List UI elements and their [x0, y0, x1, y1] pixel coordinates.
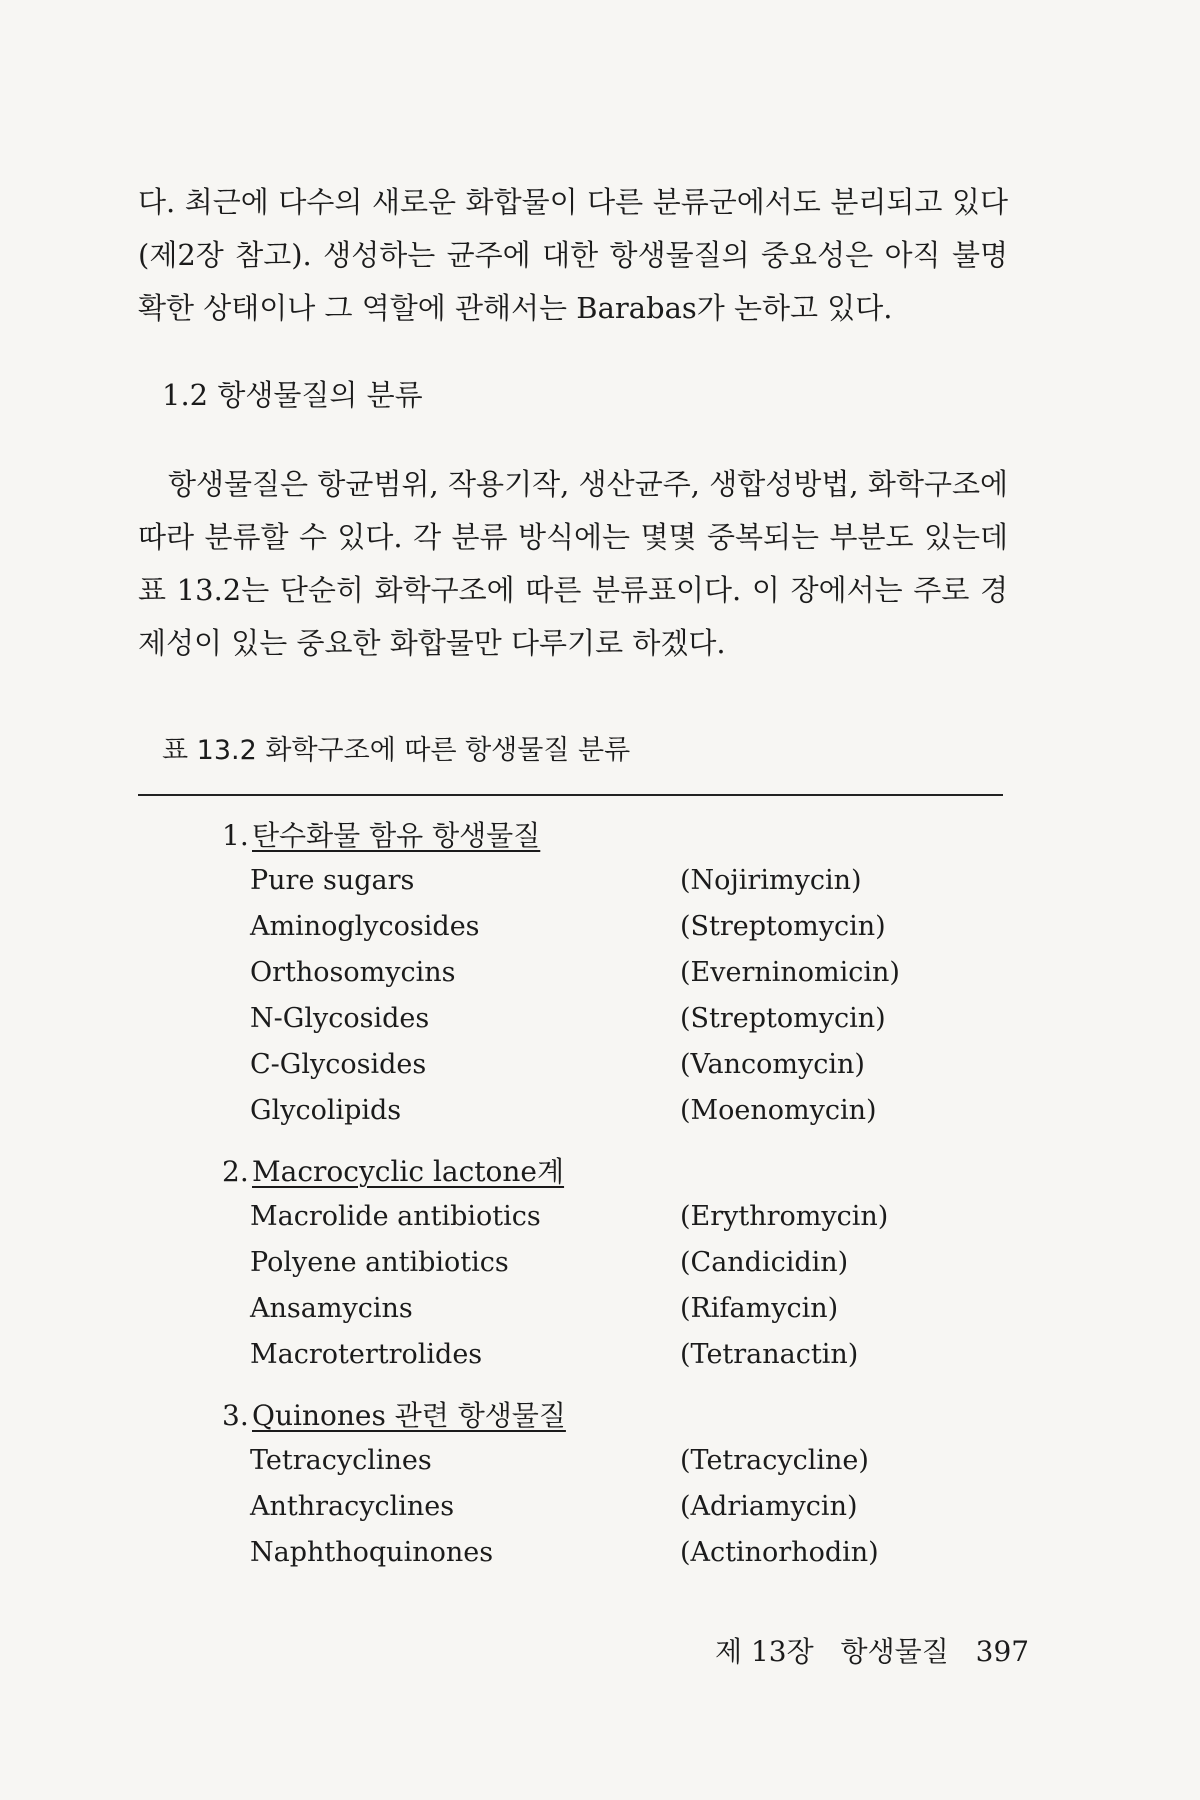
page-footer	[715, 1630, 1047, 1670]
table-row	[222, 1484, 1012, 1530]
table-group	[222, 814, 1012, 1134]
page-number: 397	[975, 1635, 1030, 1668]
antibiotic-class: Glycolipids	[250, 1095, 402, 1126]
antibiotic-class: N-Glycosides	[250, 1003, 430, 1034]
example-compound: (Actinorhodin)	[680, 1537, 879, 1568]
group-title	[222, 1394, 1012, 1438]
example-compound: (Moenomycin)	[680, 1095, 877, 1126]
group-label: 탄수화물 함유 항생물질	[252, 819, 541, 852]
chapter-title: 항생물질	[840, 1635, 949, 1668]
table-row	[222, 1194, 1012, 1240]
antibiotic-class: Pure sugars	[250, 865, 415, 896]
example-compound: (Erythromycin)	[680, 1201, 889, 1232]
table-group	[222, 1150, 1012, 1378]
intro-paragraph: 다. 최근에 다수의 새로운 화합물이 다른 분류군에서도 분리되고 있다(제2장 참고). 생성하는 균주에 대한 항생물질의 중요성은 아직 불명확한 상태이나 그 역할에 관해서는 Barabas가 논하고 있다.	[138, 185, 1008, 325]
table-row	[222, 950, 1012, 996]
example-compound: (Tetranactin)	[680, 1339, 859, 1370]
antibiotic-class: Tetracyclines	[250, 1445, 432, 1476]
table-row	[222, 1240, 1012, 1286]
group-number: 1.	[222, 819, 249, 852]
table-row	[222, 904, 1012, 950]
table-row	[222, 1332, 1012, 1378]
antibiotic-class: Macrotertrolides	[250, 1339, 483, 1370]
group-number: 3.	[222, 1399, 249, 1432]
group-label: Quinones 관련 항생물질	[252, 1399, 566, 1432]
example-compound: (Vancomycin)	[680, 1049, 865, 1080]
antibiotic-class: Anthracyclines	[250, 1491, 455, 1522]
example-compound: (Streptomycin)	[680, 1003, 886, 1034]
antibiotic-class: Orthosomycins	[250, 957, 456, 988]
example-compound: (Everninomicin)	[680, 957, 900, 988]
antibiotic-class: Naphthoquinones	[250, 1537, 494, 1568]
antibiotic-class: Aminoglycosides	[250, 911, 480, 942]
table-row	[222, 1530, 1012, 1576]
example-compound: (Tetracycline)	[680, 1445, 869, 1476]
example-compound: (Nojirimycin)	[680, 865, 862, 896]
table-row	[222, 1286, 1012, 1332]
group-title	[222, 1150, 1012, 1194]
antibiotic-class: Polyene antibiotics	[250, 1247, 509, 1278]
example-compound: (Rifamycin)	[680, 1293, 839, 1324]
table-row	[222, 996, 1012, 1042]
group-label: Macrocyclic lactone계	[252, 1155, 565, 1188]
table-row	[222, 858, 1012, 904]
section-heading: 1.2 항생물질의 분류	[162, 378, 423, 412]
table-row	[222, 1042, 1012, 1088]
table-group	[222, 1394, 1012, 1576]
section-paragraph: 항생물질은 항균범위, 작용기작, 생산균주, 생합성방법, 화학구조에 따라 분류할 수 있다. 각 분류 방식에는 몇몇 중복되는 부분도 있는데 표 13.2는 단순히 화학구조에 따른 분류표이다. 이 장에서는 주로 경제성이 있는 중요한 화합물만 다루기로 하겠다.	[138, 467, 1008, 660]
group-title	[222, 814, 1012, 858]
classification-table	[222, 814, 1012, 1592]
antibiotic-class: Macrolide antibiotics	[250, 1201, 541, 1232]
example-compound: (Adriamycin)	[680, 1491, 858, 1522]
table-top-rule	[138, 794, 1003, 796]
antibiotic-class: C-Glycosides	[250, 1049, 427, 1080]
table-caption: 표 13.2 화학구조에 따른 항생물질 분류	[162, 735, 631, 766]
table-row	[222, 1088, 1012, 1134]
group-number: 2.	[222, 1155, 249, 1188]
example-compound: (Candicidin)	[680, 1247, 849, 1278]
chapter-label: 제 13장	[715, 1635, 814, 1668]
table-row	[222, 1438, 1012, 1484]
antibiotic-class: Ansamycins	[250, 1293, 413, 1324]
example-compound: (Streptomycin)	[680, 911, 886, 942]
